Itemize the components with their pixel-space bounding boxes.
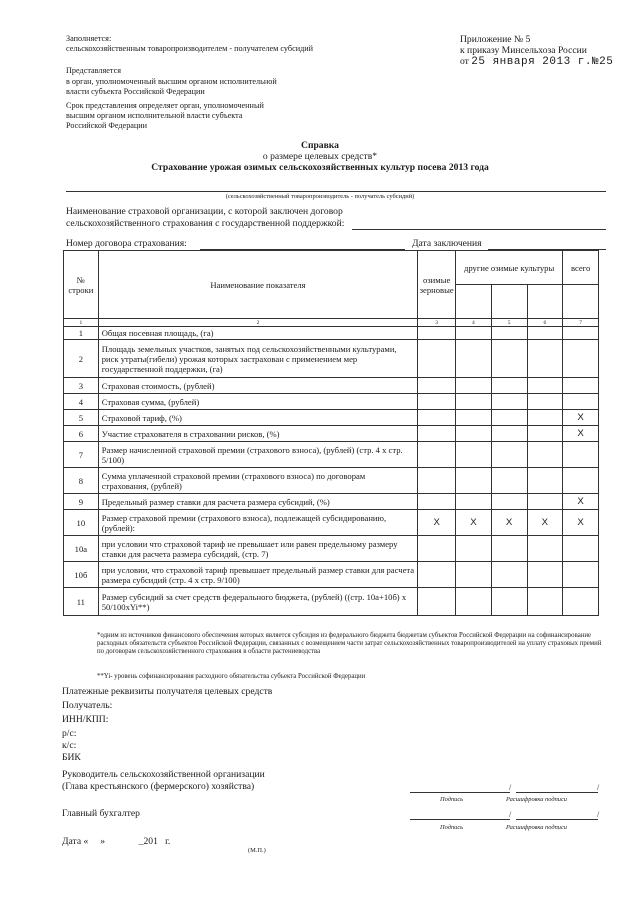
value-cell[interactable] xyxy=(491,340,527,378)
indicators-table xyxy=(63,250,599,616)
value-cell[interactable] xyxy=(563,536,599,562)
value-cell[interactable] xyxy=(527,442,563,468)
value-cell[interactable] xyxy=(527,468,563,494)
rs-label: р/с: xyxy=(62,728,77,739)
table-row xyxy=(64,327,599,340)
producer-line xyxy=(66,191,606,192)
value-cell[interactable] xyxy=(491,426,527,442)
value-cell[interactable] xyxy=(563,442,599,468)
value-cell[interactable] xyxy=(418,562,456,588)
row-number: 5 xyxy=(64,410,99,426)
table-row xyxy=(64,588,599,616)
table-header-row xyxy=(64,251,599,285)
value-cell[interactable] xyxy=(456,340,492,378)
row-number: 10б xyxy=(64,562,99,588)
table-row xyxy=(64,410,599,426)
row-indicator-name: Размер начисленной страховой премии (страхового взноса), (рублей) (стр. 4 х стр. 5/100) xyxy=(98,442,418,468)
value-cell[interactable] xyxy=(456,394,492,410)
value-cell[interactable] xyxy=(491,494,527,510)
row-number: 10а xyxy=(64,536,99,562)
recipient-label: Получатель: xyxy=(62,700,113,711)
col-header-winter-grain: озимые зерновые xyxy=(418,251,456,319)
head-sign-caption: Подпись xyxy=(440,796,464,803)
footnote-2: **Yi- уровень софинансирования расходного обязательства субъекта Российской Федерации xyxy=(97,673,366,680)
value-cell[interactable] xyxy=(527,394,563,410)
table-row xyxy=(64,468,599,494)
value-cell[interactable] xyxy=(491,378,527,394)
bik-label: БИК xyxy=(62,752,81,763)
value-cell[interactable]: X xyxy=(527,510,563,536)
head-label-1: Руководитель сельскохозяйственной организации xyxy=(62,769,265,780)
fill-note-label: Заполняется: xyxy=(66,34,112,43)
value-cell[interactable] xyxy=(456,410,492,426)
col-header-other-crops: другие озимые культуры xyxy=(456,251,563,285)
value-cell[interactable] xyxy=(563,588,599,616)
value-cell[interactable] xyxy=(563,340,599,378)
value-cell[interactable] xyxy=(527,494,563,510)
table-row xyxy=(64,442,599,468)
value-cell[interactable] xyxy=(563,394,599,410)
deadline-2: высшим органом исполнительной власти субъекта xyxy=(66,111,243,121)
row-number: 8 xyxy=(64,468,99,494)
submit-value-1: в орган, уполномоченный высшим органом исполнительной xyxy=(66,76,277,86)
value-cell[interactable] xyxy=(491,394,527,410)
value-cell[interactable]: X xyxy=(563,410,599,426)
header-right xyxy=(460,34,630,68)
value-cell[interactable] xyxy=(491,442,527,468)
row-number: 3 xyxy=(64,378,99,394)
date-line: Дата « » _201 г. xyxy=(62,836,171,847)
value-cell[interactable] xyxy=(456,536,492,562)
value-cell[interactable] xyxy=(527,536,563,562)
value-cell[interactable] xyxy=(491,468,527,494)
date-prefix: от xyxy=(460,56,469,67)
value-cell[interactable] xyxy=(456,588,492,616)
row-number: 7 xyxy=(64,442,99,468)
value-cell[interactable]: X xyxy=(456,510,492,536)
table-row xyxy=(64,562,599,588)
row-indicator-name: при условии, что страховой тариф превышает предельный размер ставки для расчета размера субсидий (стр. 4 х стр. 9/100) xyxy=(98,562,418,588)
insurer-label-1: Наименование страховой организации, с которой заключен договор xyxy=(66,206,343,217)
row-number: 9 xyxy=(64,494,99,510)
fill-note-value: сельскохозяйственным товаропроизводителем - получателем субсидий xyxy=(66,44,314,54)
row-indicator-name: Общая посевная площадь, (га) xyxy=(98,327,418,340)
value-cell[interactable] xyxy=(491,536,527,562)
value-cell[interactable] xyxy=(563,327,599,340)
value-cell[interactable] xyxy=(527,410,563,426)
value-cell[interactable]: X xyxy=(491,510,527,536)
head-label-2: (Глава крестьянского (фермерского) хозяйства) xyxy=(62,781,255,792)
value-cell[interactable] xyxy=(527,426,563,442)
col-header-indicator: Наименование показателя xyxy=(98,251,418,319)
accountant-decode-caption: Расшифровка подписи xyxy=(506,824,567,831)
accountant-label: Главный бухгалтер xyxy=(62,808,140,819)
table-row xyxy=(64,494,599,510)
row-number: 1 xyxy=(64,327,99,340)
header-left xyxy=(66,34,396,132)
value-cell[interactable]: X xyxy=(418,510,456,536)
value-cell[interactable] xyxy=(418,536,456,562)
value-cell[interactable] xyxy=(418,410,456,426)
table-row xyxy=(64,510,599,536)
table-row xyxy=(64,536,599,562)
row-number: 2 xyxy=(64,340,99,378)
contract-number-label: Номер договора страхования: xyxy=(66,238,187,249)
title-subject: Страхование урожая озимых сельскохозяйственных культур посева 2013 года xyxy=(151,162,489,173)
value-cell[interactable] xyxy=(418,442,456,468)
title-main: Справка xyxy=(301,140,339,151)
stamp-place: (М.П.) xyxy=(248,847,266,854)
row-indicator-name: Сумма уплаченной страховой премии (страхового взноса) по договорам страхования, (рублей) xyxy=(98,468,418,494)
value-cell[interactable] xyxy=(491,410,527,426)
row-number: 6 xyxy=(64,426,99,442)
inn-label: ИНН/КПП: xyxy=(62,714,109,725)
submit-value-2: власти субъекта Российской Федерации xyxy=(66,86,205,96)
deadline-1: Срок представления определяет орган, уполномоченный xyxy=(66,101,264,111)
value-cell[interactable] xyxy=(491,327,527,340)
row-indicator-name: Страховой тариф, (%) xyxy=(98,410,418,426)
value-cell[interactable] xyxy=(563,562,599,588)
col-header-total: всего xyxy=(563,251,599,285)
ks-label: к/с: xyxy=(62,740,77,751)
row-indicator-name: Площадь земельных участков, занятых под сельскохозяйственными культурами, риск утраты(гибели) урожая которых застрахован с применением мер государственной поддержки, (га) xyxy=(98,340,418,378)
value-cell[interactable] xyxy=(456,494,492,510)
value-cell[interactable]: X xyxy=(563,494,599,510)
value-cell[interactable] xyxy=(418,378,456,394)
value-cell[interactable] xyxy=(456,426,492,442)
value-cell[interactable]: X xyxy=(563,510,599,536)
appendix-number: Приложение № 5 xyxy=(460,34,531,45)
row-indicator-name: Участие страхователя в страховании рисков, (%) xyxy=(98,426,418,442)
row-number: 10 xyxy=(64,510,99,536)
date-value: 25 января 2013 г.№25 xyxy=(471,56,614,68)
row-number: 4 xyxy=(64,394,99,410)
value-cell[interactable] xyxy=(418,340,456,378)
accountant-sign-line xyxy=(410,819,510,820)
value-cell[interactable] xyxy=(456,468,492,494)
value-cell[interactable] xyxy=(563,468,599,494)
deadline-3: Российской Федерации xyxy=(66,121,148,131)
table-row xyxy=(64,394,599,410)
value-cell[interactable] xyxy=(527,340,563,378)
requisites-title: Платежные реквизиты получателя целевых средств xyxy=(62,686,273,697)
head-decode-line xyxy=(516,792,598,793)
row-number: 11 xyxy=(64,588,99,616)
value-cell[interactable] xyxy=(418,327,456,340)
value-cell[interactable] xyxy=(527,562,563,588)
value-cell[interactable] xyxy=(527,588,563,616)
contract-date-label: Дата заключения xyxy=(412,238,482,249)
table-row xyxy=(64,340,599,378)
col-header-row-number: № строки xyxy=(64,251,99,319)
submit-label: Представляется xyxy=(66,66,121,76)
order-date xyxy=(460,56,630,68)
producer-caption: (сельскохозяйственный товаропроизводитель - получатель субсидий) xyxy=(225,193,415,200)
head-decode-caption: Расшифровка подписи xyxy=(506,796,567,803)
value-cell[interactable] xyxy=(491,562,527,588)
row-indicator-name: Страховая сумма, (рублей) xyxy=(98,394,418,410)
table-row xyxy=(64,378,599,394)
value-cell[interactable] xyxy=(491,588,527,616)
row-indicator-name: Страховая стоимость, (рублей) xyxy=(98,378,418,394)
value-cell[interactable] xyxy=(527,378,563,394)
insurer-input-line xyxy=(352,229,606,230)
value-cell[interactable] xyxy=(456,378,492,394)
footnote-1: *одним из источников финансового обеспечения которых является субсидия из федерального бюджета бюджетам субъектов Российской Федерации на софинансирование расходных обязательств субъектов Российской Федерации, связанных с возмещением части затрат сельскохозяйственных товаропроизводителей на уплату страховых премий по договорам сельскохозяйственного страхования в области растениеводства xyxy=(97,632,602,656)
accountant-sign-caption: Подпись xyxy=(440,824,464,831)
value-cell[interactable] xyxy=(456,562,492,588)
value-cell[interactable] xyxy=(418,426,456,442)
row-indicator-name: при условии что страховой тариф не превышает или равен предельному размеру ставки для расчета размера субсидий, (стр. 7) xyxy=(98,536,418,562)
column-index-row: 1 2 3 4 5 6 7 xyxy=(64,319,599,327)
row-indicator-name: Размер субсидий за счет средств федерального бюджета, (рублей) ((стр. 10а+10б) х 50/100хYi**) xyxy=(98,588,418,616)
order-reference: к приказу Минсельхоза России xyxy=(460,45,587,56)
value-cell[interactable] xyxy=(527,327,563,340)
head-sign-line xyxy=(410,792,510,793)
value-cell[interactable] xyxy=(456,442,492,468)
value-cell[interactable] xyxy=(418,588,456,616)
insurer-label-2: сельскохозяйственного страхования с государственной поддержкой: xyxy=(66,218,345,229)
value-cell[interactable] xyxy=(418,494,456,510)
accountant-decode-line xyxy=(516,819,598,820)
value-cell[interactable] xyxy=(418,394,456,410)
value-cell[interactable] xyxy=(456,327,492,340)
value-cell[interactable]: X xyxy=(563,426,599,442)
row-indicator-name: Размер страховой премии (страхового взноса), подлежащей субсидированию, (рублей): xyxy=(98,510,418,536)
title-sub: о размере целевых средств* xyxy=(262,151,378,162)
value-cell[interactable] xyxy=(418,468,456,494)
row-indicator-name: Предельный размер ставки для расчета размера субсидий, (%) xyxy=(98,494,418,510)
value-cell[interactable] xyxy=(563,378,599,394)
table-row xyxy=(64,426,599,442)
